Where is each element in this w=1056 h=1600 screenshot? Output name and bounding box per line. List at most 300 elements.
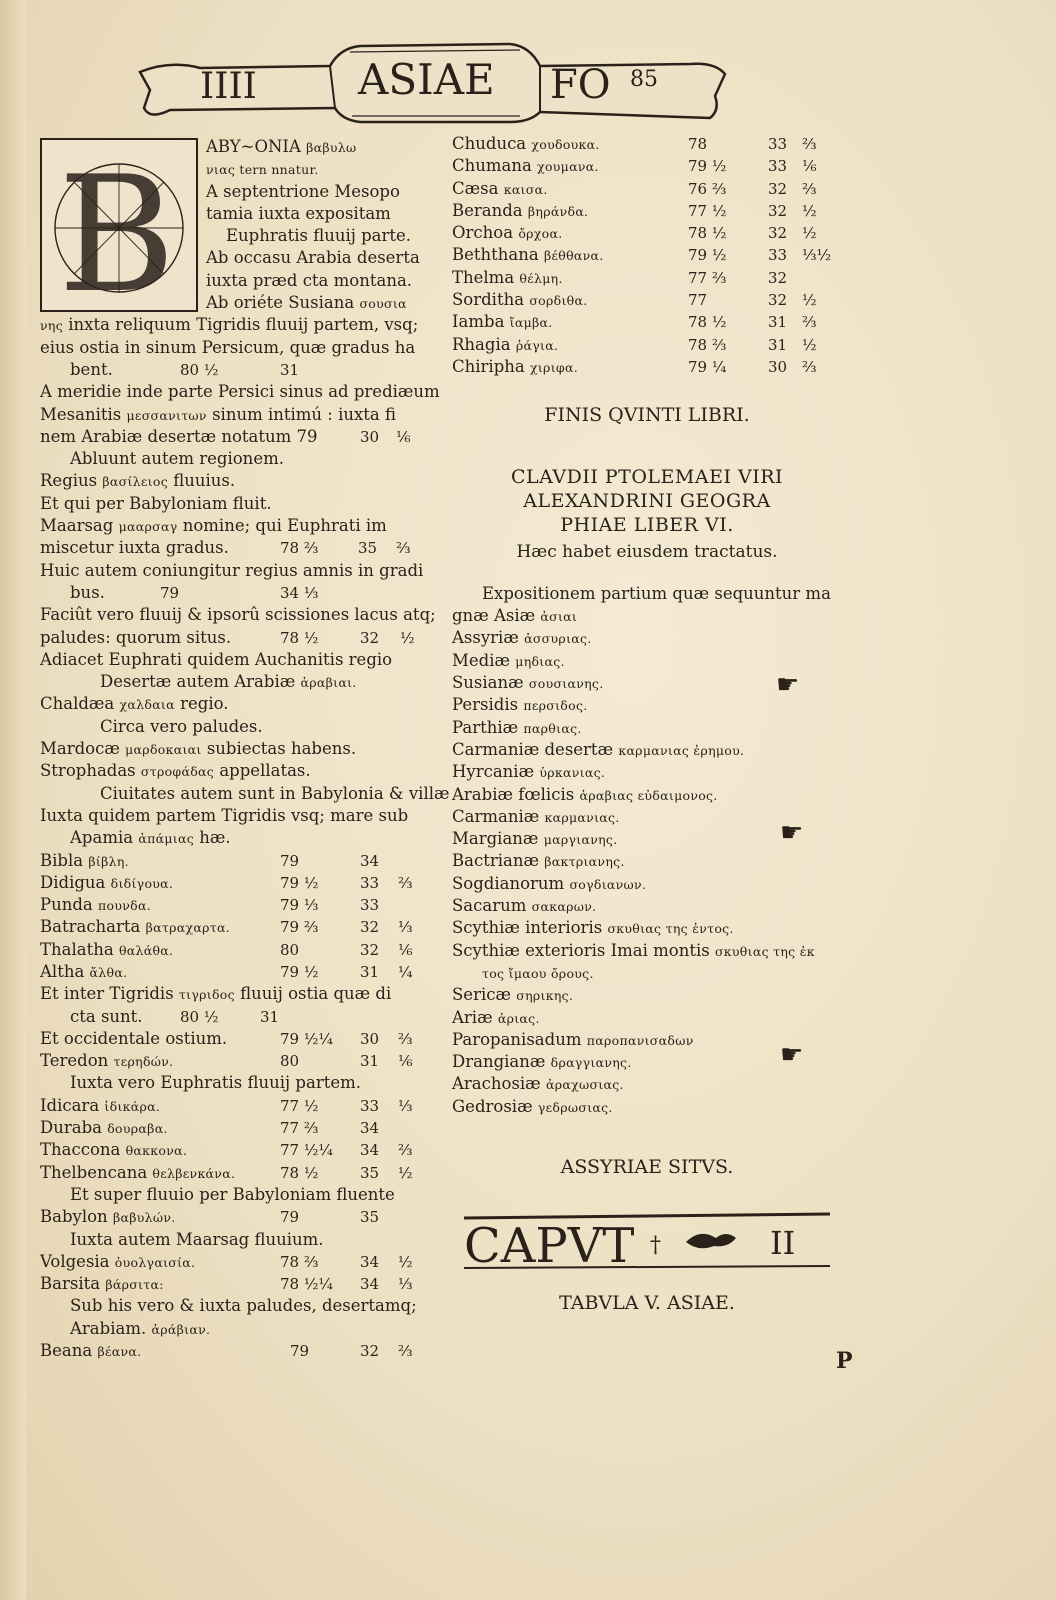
latin-text: Desertæ autem Arabiæ xyxy=(100,672,296,692)
greek-text: γεδρωσιας. xyxy=(537,1099,613,1115)
greek-text: ἴαμβα. xyxy=(509,315,553,331)
latin-text: Scythiæ interioris xyxy=(452,918,603,938)
coordinate-value: ⅔ xyxy=(398,873,413,892)
text-line xyxy=(40,1006,430,1028)
table-row xyxy=(452,289,842,311)
latin-text: Sericæ xyxy=(452,985,511,1005)
latin-text: bus. xyxy=(70,582,105,602)
latin-text: Altha xyxy=(40,961,85,981)
text-line xyxy=(452,895,842,917)
contents-list xyxy=(452,583,842,1118)
manicule-icon: ☛ xyxy=(776,670,800,700)
latin-text: Margianæ xyxy=(452,829,539,849)
header-center: ASIAE xyxy=(358,55,495,104)
greek-text: θέλμη. xyxy=(519,270,563,286)
latin-text: iuxta præd cta montana. xyxy=(206,270,413,290)
latitude-value: 32 xyxy=(768,179,788,198)
latin-text: Et super fluuio per Babyloniam fluente xyxy=(70,1184,395,1204)
chapter-word: CAPVT xyxy=(464,1218,635,1274)
longitude-value: 79 ½ xyxy=(688,157,727,176)
text-line xyxy=(40,827,430,849)
latin-text: Regius xyxy=(40,471,98,491)
text-line xyxy=(40,448,430,470)
greek-text: χουμανα. xyxy=(537,159,599,175)
greek-text: βέανα. xyxy=(97,1344,142,1360)
latitude-value: 32 xyxy=(768,201,788,220)
greek-text: σουσιανης. xyxy=(528,676,604,692)
text-line xyxy=(40,203,430,225)
coordinate-value: ¼ xyxy=(398,962,413,981)
latin-text: sinum intimú : iuxta fi xyxy=(206,404,397,424)
greek-text: σκυθιας της ἐκ xyxy=(714,943,815,959)
longitude-value: 78 ½ xyxy=(688,313,727,332)
coordinate-value: 31 xyxy=(280,360,300,379)
header-right: FO xyxy=(550,62,611,108)
greek-text: στροφάδας xyxy=(140,764,215,780)
coordinate-value: 79 ½¼ xyxy=(280,1029,333,1048)
latin-text: bent. xyxy=(70,359,113,379)
coordinate-value: ⅙ xyxy=(396,427,411,446)
latin-text: Maarsag xyxy=(40,516,114,536)
coordinate-value: 77 ½¼ xyxy=(280,1141,333,1160)
coordinate-value: 33 xyxy=(360,896,380,915)
latitude-value: 30 xyxy=(768,357,788,376)
longitude-value: 79 ½ xyxy=(688,246,727,265)
latin-text: Arachosiæ xyxy=(452,1074,541,1094)
longitude-value: 79 ¼ xyxy=(688,357,727,376)
coordinate-value: 33 xyxy=(360,873,380,892)
latin-text: Strophadas xyxy=(40,761,136,781)
coordinate-value: ⅓ xyxy=(398,1096,413,1115)
latin-text: Beana xyxy=(40,1341,93,1361)
chapter-number: II xyxy=(770,1224,796,1262)
place-name: Cæsa xyxy=(452,178,499,198)
greek-text: καρμανιας ἐρημου. xyxy=(618,742,745,758)
latin-text: Iuxta autem Maarsag fluuium. xyxy=(70,1229,324,1249)
latitude-value: 31 xyxy=(768,335,788,354)
table-row xyxy=(452,155,842,177)
latitude-value: 33 xyxy=(768,157,788,176)
svg-text:†: † xyxy=(650,1233,661,1258)
text-line xyxy=(40,850,430,872)
table-row xyxy=(452,356,842,378)
text-line xyxy=(40,1340,430,1362)
text-line xyxy=(452,917,842,939)
greek-text: θακκονα. xyxy=(125,1143,188,1159)
manicule-icon: ☛ xyxy=(780,818,804,848)
table-row xyxy=(452,222,842,244)
greek-text: καισα. xyxy=(503,181,548,197)
page-edge xyxy=(0,0,26,1600)
latitude-fraction: ⅔ xyxy=(802,135,817,153)
greek-text: ἀραχωσιας. xyxy=(545,1077,624,1093)
latin-text: Abluunt autem regionem. xyxy=(70,449,284,469)
latin-text: ABY~ONIA xyxy=(206,137,301,156)
latin-text: Adiacet Euphrati quidem Auchanitis regio xyxy=(40,649,393,669)
latin-text: Scythiæ exterioris Imai montis xyxy=(452,940,710,960)
text-line xyxy=(40,1072,430,1094)
coordinate-value: 78 ½ xyxy=(280,1163,319,1182)
finis-line: FINIS QVINTI LIBRI. xyxy=(544,404,750,427)
latin-text: Mesanitis xyxy=(40,404,122,424)
greek-text: σκυθιας της ἐντος. xyxy=(607,921,734,937)
coordinate-value: 79 ½ xyxy=(280,873,319,892)
text-line xyxy=(452,962,842,984)
coordinate-value: 79 xyxy=(290,1342,310,1361)
latin-text: Euphratis fluuij parte. xyxy=(226,226,412,246)
latin-text: Duraba xyxy=(40,1118,102,1138)
text-line xyxy=(40,1206,430,1228)
greek-text: βασίλειος xyxy=(102,474,169,490)
greek-text: βηράνδα. xyxy=(527,203,589,219)
text-line xyxy=(40,649,430,671)
greek-text: τερηδών. xyxy=(113,1054,174,1070)
coordinate-value: 34 ⅓ xyxy=(280,583,319,602)
greek-text: μηδιας. xyxy=(515,653,565,669)
text-line xyxy=(452,1096,842,1118)
coordinate-value: 32 xyxy=(360,1342,380,1361)
book-title xyxy=(452,465,842,537)
text-line xyxy=(40,783,450,805)
latin-text: Gedrosiæ xyxy=(452,1096,533,1116)
text-line xyxy=(40,604,436,626)
latitude-fraction: ⅓½ xyxy=(802,246,832,265)
latin-text: Paropanisadum xyxy=(452,1029,582,1049)
greek-text: θελβενκάνα. xyxy=(152,1165,236,1181)
latin-text: Bibla xyxy=(40,850,84,870)
latitude-value: 33 xyxy=(768,246,788,265)
coordinate-value: 35 xyxy=(360,1208,380,1227)
coordinate-value: 80 xyxy=(280,940,300,959)
section-heading: ASSYRIAE SITVS. xyxy=(560,1155,734,1178)
greek-text: πουνδα. xyxy=(98,898,151,914)
latin-text: Et occidentale ostium. xyxy=(40,1028,228,1048)
latitude-value: 33 xyxy=(768,135,788,153)
text-line xyxy=(40,560,430,582)
coordinate-value: 79 ⅔ xyxy=(280,918,319,937)
longitude-value: 76 ⅔ xyxy=(688,179,727,198)
place-name: Chuduca xyxy=(452,134,527,153)
longitude-value: 77 ⅔ xyxy=(688,268,727,287)
coordinate-value: 78 ½ xyxy=(280,628,319,647)
latin-text: Huic autem coniungitur regius amnis in gradi xyxy=(40,560,424,580)
coordinate-value: 34 xyxy=(360,1275,380,1294)
greek-text: ἀριας. xyxy=(497,1010,540,1026)
coordinate-value: 30 xyxy=(360,1029,380,1048)
text-line xyxy=(40,1229,430,1251)
place-name: Sorditha xyxy=(452,290,525,310)
coordinate-value: 32 xyxy=(360,918,380,937)
latin-text: Arabiam. xyxy=(70,1318,147,1338)
latin-text: Barsita xyxy=(40,1274,101,1294)
latin-text: Ab oriéte Susiana xyxy=(206,293,355,313)
text-line xyxy=(40,693,430,715)
coordinate-value: 35 xyxy=(358,539,378,558)
greek-text: ἀπάμιας xyxy=(138,831,194,847)
text-line xyxy=(40,939,430,961)
text-line xyxy=(40,225,430,247)
coordinate-value: ⅙ xyxy=(398,1052,413,1071)
greek-text: χιριφα. xyxy=(529,359,578,375)
coordinate-value: ⅔ xyxy=(398,1029,413,1048)
text-line xyxy=(452,850,842,872)
greek-text: μααρσαγ xyxy=(118,519,178,535)
coordinate-value: 31 xyxy=(360,962,380,981)
coordinate-value: 77 ½ xyxy=(280,1096,319,1115)
longitude-value: 78 ½ xyxy=(688,224,727,243)
latin-text: Circa vero paludes. xyxy=(100,716,263,736)
latin-text: Ab occasu Arabia deserta xyxy=(206,248,420,268)
greek-text: μαρδοκαιαι xyxy=(125,742,202,758)
longitude-value: 78 ⅔ xyxy=(688,335,727,354)
latin-text: gnæ Asiæ xyxy=(452,606,536,626)
text-line xyxy=(40,872,430,894)
latin-text: hæ. xyxy=(194,828,231,848)
latin-text: Parthiæ xyxy=(452,717,519,737)
latin-text: regio. xyxy=(174,694,229,714)
coordinate-value: 80 ½ xyxy=(180,360,219,379)
greek-text: σορδιθα. xyxy=(529,293,588,309)
coordinate-value: 78 ½¼ xyxy=(280,1275,333,1294)
book-title-line: ALEXANDRINI GEOGRA xyxy=(523,489,771,512)
latin-text: tamia iuxta expositam xyxy=(206,203,391,223)
coordinate-value: 31 xyxy=(360,1052,380,1071)
greek-text: μαργιανης. xyxy=(543,832,618,848)
text-line xyxy=(40,1162,430,1184)
text-line xyxy=(40,916,430,938)
latitude-fraction: ⅙ xyxy=(802,157,817,176)
text-line xyxy=(40,983,430,1005)
greek-text: σακαρων. xyxy=(531,899,597,915)
coordinate-value: ⅔ xyxy=(398,1342,413,1361)
text-line xyxy=(40,292,430,314)
latin-text: cta sunt. xyxy=(70,1006,143,1026)
greek-text: βάρσιτα: xyxy=(105,1277,164,1293)
text-line xyxy=(40,738,430,760)
latin-text: Mardocæ xyxy=(40,739,120,759)
latitude-fraction: ⅔ xyxy=(802,357,817,376)
text-line xyxy=(40,1184,430,1206)
greek-text: θαλάθα. xyxy=(118,942,174,958)
latin-text: Susianæ xyxy=(452,673,524,693)
text-line xyxy=(40,359,430,381)
latin-text: Carmaniæ xyxy=(452,806,540,826)
text-line xyxy=(40,337,430,359)
greek-text: μεσσανιτων xyxy=(126,407,207,423)
text-line xyxy=(452,984,842,1006)
greek-text: τος ἴμαου ὄρους. xyxy=(482,965,594,981)
left-text xyxy=(40,136,450,1362)
latitude-value: 32 xyxy=(768,268,788,287)
coordinate-value: ⅓ xyxy=(398,918,413,937)
coordinate-value: ⅙ xyxy=(398,940,413,959)
svg-text:B: B xyxy=(58,141,176,310)
text-line xyxy=(452,784,842,806)
greek-text: ὄρχοα. xyxy=(518,226,563,242)
text-line xyxy=(40,158,430,180)
text-line xyxy=(40,961,430,983)
text-line xyxy=(452,873,842,895)
place-name: Chiripha xyxy=(452,356,525,376)
text-line xyxy=(40,1273,430,1295)
latitude-fraction: ½ xyxy=(802,291,817,310)
latitude-fraction: ⅔ xyxy=(802,313,817,332)
text-line xyxy=(40,470,430,492)
coordinate-value: ½ xyxy=(398,1252,413,1271)
latin-text: Sogdianorum xyxy=(452,873,565,893)
latin-text: Assyriæ xyxy=(452,628,519,648)
header-left: IIII xyxy=(200,66,257,107)
longitude-value: 77 xyxy=(688,291,708,310)
text-line xyxy=(40,270,430,292)
text-line xyxy=(452,583,842,605)
text-line xyxy=(40,426,430,448)
latin-text: Idicara xyxy=(40,1095,100,1115)
place-name: Thelma xyxy=(452,267,515,287)
text-line xyxy=(452,605,842,627)
latin-text: Thaccona xyxy=(40,1140,121,1160)
text-line xyxy=(40,537,430,559)
latin-text: Didigua xyxy=(40,872,106,892)
latin-text: Iuxta quidem partem Tigridis vsq; mare sub xyxy=(40,805,409,825)
place-name: Rhagia xyxy=(452,334,511,354)
latin-text: Bactrianæ xyxy=(452,851,539,871)
coordinate-value: 32 xyxy=(360,628,380,647)
text-line xyxy=(452,761,842,783)
coordinate-value: 79 xyxy=(280,1208,300,1227)
coordinate-value: 32 xyxy=(360,940,380,959)
coordinate-value: ⅔ xyxy=(398,1141,413,1160)
latin-text: miscetur iuxta gradus. xyxy=(40,538,229,558)
coordinate-value: 80 ½ xyxy=(180,1007,219,1026)
greek-text: χαλδαια xyxy=(119,697,175,713)
tabula-caption: TABVLA V. ASIAE. xyxy=(559,1292,735,1314)
right-column xyxy=(452,133,842,1178)
greek-text: βαβυλω xyxy=(306,140,357,155)
coordinate-value: 79 ⅓ xyxy=(280,896,319,915)
place-name: Beththana xyxy=(452,245,539,265)
text-line xyxy=(40,381,440,403)
coordinate-value: 34 xyxy=(360,1119,380,1138)
text-line xyxy=(40,1050,430,1072)
place-name: Iamba xyxy=(452,312,505,332)
latin-text: A meridie inde parte Persici sinus ad prediæum xyxy=(40,382,440,402)
coordinate-value: 34 xyxy=(360,851,380,870)
text-line xyxy=(452,717,842,739)
greek-text: ὑρκανιας. xyxy=(539,765,606,781)
latin-text: Volgesia xyxy=(40,1251,110,1271)
latin-text: paludes: quorum situs. xyxy=(40,627,232,647)
book-title-line: PHIAE LIBER VI. xyxy=(560,513,734,536)
coordinate-value: 77 ⅔ xyxy=(280,1119,319,1138)
greek-text: ἰδικάρα. xyxy=(104,1098,161,1114)
coordinate-value: 78 ⅔ xyxy=(280,539,319,558)
text-line xyxy=(40,671,430,693)
latitude-value: 32 xyxy=(768,224,788,243)
latin-text: Punda xyxy=(40,895,93,915)
text-line xyxy=(40,627,430,649)
coordinate-value: 80 xyxy=(280,1052,300,1071)
table-row xyxy=(452,334,842,356)
latin-text: appellatas. xyxy=(214,761,311,781)
latin-text: Hyrcaniæ xyxy=(452,762,535,782)
coordinate-value: ½ xyxy=(400,628,415,647)
coordinate-value: 79 xyxy=(160,583,180,602)
greek-text: ἄλθα. xyxy=(89,964,128,980)
latin-text: Mediæ xyxy=(452,650,511,670)
text-line xyxy=(452,650,842,672)
left-column xyxy=(40,136,450,1362)
greek-text: βακτριανης. xyxy=(544,854,625,870)
coordinate-value: 34 xyxy=(360,1141,380,1160)
coordinate-value: ⅓ xyxy=(398,1275,413,1294)
table-row xyxy=(452,311,842,333)
greek-text: διδίγουα. xyxy=(110,875,174,891)
text-line xyxy=(40,493,430,515)
text-line xyxy=(40,1117,430,1139)
place-name: Beranda xyxy=(452,200,523,220)
text-line xyxy=(452,739,842,761)
text-line xyxy=(40,760,430,782)
text-line xyxy=(452,1007,842,1029)
greek-text: ῥάγια. xyxy=(515,337,559,353)
latin-text: Persidis xyxy=(452,695,519,715)
latin-text: A septentrione Mesopo xyxy=(206,181,400,201)
coordinate-value: ½ xyxy=(398,1163,413,1182)
latin-text: Teredon xyxy=(40,1051,109,1071)
greek-text: δουραβα. xyxy=(107,1121,168,1137)
place-name: Chumana xyxy=(452,156,532,176)
text-line xyxy=(40,404,430,426)
greek-text: νιας tern nnatur. xyxy=(206,162,319,178)
table-row xyxy=(452,267,842,289)
latin-text: Faciût vero fluuij & ipsorû scissiones lacus atq; xyxy=(40,605,436,625)
latin-text: Carmaniæ desertæ xyxy=(452,739,614,759)
latin-text: inxta reliquum Tigridis fluuij partem, vsq; xyxy=(63,315,419,335)
greek-text: βαβυλών. xyxy=(112,1210,176,1226)
text-line xyxy=(40,314,430,336)
running-header-banner xyxy=(130,38,730,124)
greek-text: σηρικης. xyxy=(516,988,574,1004)
greek-text: παρθιας. xyxy=(523,720,582,736)
text-line xyxy=(452,940,842,962)
greek-text: βατραχαρτα. xyxy=(145,920,231,936)
coordinate-value: 78 ⅔ xyxy=(280,1252,319,1271)
latitude-fraction: ⅔ xyxy=(802,179,817,198)
latin-text: Thelbencana xyxy=(40,1162,148,1182)
latin-text: Thalatha xyxy=(40,939,114,959)
greek-text: ἀσιαι xyxy=(540,609,578,625)
latin-text: eius ostia in sinum Persicum, quæ gradus ha xyxy=(40,337,416,357)
latin-text: subiectas habens. xyxy=(201,739,357,759)
longitude-value: 78 xyxy=(688,135,708,153)
table-row xyxy=(452,133,842,155)
latitude-value: 32 xyxy=(768,291,788,310)
text-line xyxy=(40,1295,430,1317)
latin-text: Expositionem partium quæ sequuntur ma xyxy=(482,583,831,603)
latin-text: Arabiæ fœlicis xyxy=(452,784,575,804)
table-row xyxy=(452,200,842,222)
text-line xyxy=(40,894,430,916)
greek-text: βίβλη. xyxy=(88,853,129,869)
latin-text: fluuius. xyxy=(168,471,236,491)
table-row xyxy=(452,178,842,200)
greek-text: ὀυολγαισία. xyxy=(114,1254,196,1270)
greek-text: ἀράβιαν. xyxy=(151,1321,211,1337)
latin-text: fluuij ostia quæ di xyxy=(234,984,392,1004)
latitude-fraction: ½ xyxy=(802,201,817,220)
text-line xyxy=(40,1095,430,1117)
